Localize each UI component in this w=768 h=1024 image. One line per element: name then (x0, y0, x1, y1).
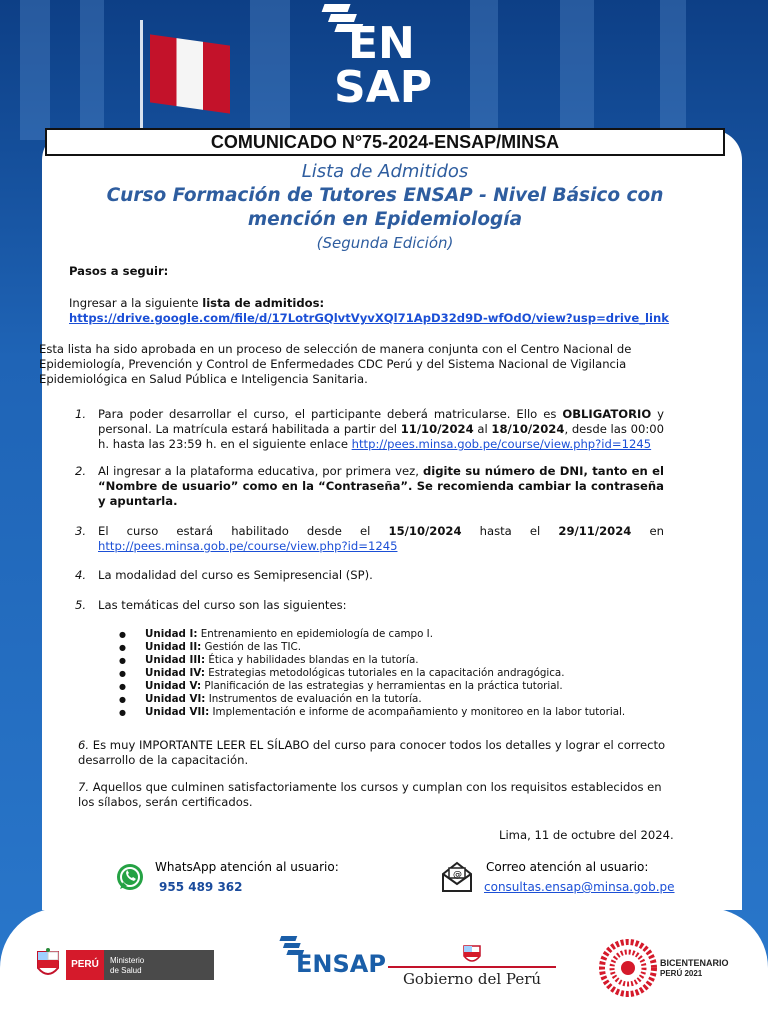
ensap-logo (318, 0, 450, 112)
course-name-line2: mención en Epidemiología (247, 209, 523, 230)
list-title: Lista de Admitidos (301, 161, 469, 182)
bicentenario-text: BICENTENARIO (660, 958, 729, 968)
admitted-list-link[interactable]: https://drive.google.com/file/d/17LotrGQlvtVyvXQl71ApD32d9D-wfOdO/view?usp=drive_link (69, 311, 669, 325)
course-heading (60, 160, 710, 254)
peru-label: PERÚ (66, 950, 104, 980)
unit-item: ● Unidad VII: Implementación e informe de acompañamiento y monitoreo en la labor tutorial. (119, 706, 679, 719)
gobierno-logo (388, 942, 556, 992)
svg-text:EN: EN (348, 18, 415, 69)
steps-title: Pasos a seguir: (69, 264, 169, 278)
note-7: 7. Aquellos que culminen satisfactoriamente los cursos y cumplan con los requisitos establecidos en los sílabos, serán certificados. (78, 780, 662, 809)
unit-item: ● Unidad I: Entrenamiento en epidemiología de campo I. (119, 628, 679, 641)
date-line: Lima, 11 de octubre del 2024. (499, 828, 674, 842)
edition: (Segunda Edición) (316, 234, 454, 252)
gobierno-text: Gobierno del Perú (402, 970, 542, 988)
ensap-footer-logo (278, 934, 386, 1000)
mail-icon (440, 860, 474, 894)
unit-item: ● Unidad V: Planificación de las estrategias y herramientas en la práctica tutorial. (119, 680, 679, 693)
unit-item: ● Unidad III: Ética y habilidades blandas en la tutoría. (119, 654, 679, 667)
svg-text:SAP: SAP (334, 62, 432, 113)
peru-flag (150, 34, 230, 113)
unit-item: ● Unidad IV: Estrategias metodológicas tutoriales en la capacitación andragógica. (119, 667, 679, 680)
bicentenario-year: PERÚ 2021 (660, 969, 703, 978)
bicentenario-logo (598, 938, 748, 1000)
unit-item: ● Unidad II: Gestión de las TIC. (119, 641, 679, 654)
units-list (119, 628, 679, 719)
announcement-title: COMUNICADO N°75-2024-ENSAP/MINSA (45, 128, 725, 156)
peru-shield-icon (34, 948, 62, 982)
whatsapp-icon (115, 862, 145, 892)
ministerio-box: Ministerio de Salud (104, 950, 214, 980)
admitted-paragraph: Ingresar a la siguiente lista de admitidos: https://drive.google.com/file/d/17LotrGQlvtVyvXQl71ApD32d9D-wfOdO/view?usp=drive_link (69, 296, 669, 325)
svg-text:ENSAP: ENSAP (296, 950, 386, 978)
minsa-logo (34, 946, 214, 984)
course-name-line1: Curso Formación de Tutores ENSAP - Nivel Básico con (106, 185, 664, 206)
approval-paragraph: Esta lista ha sido aprobada en un proceso de selección de manera conjunta con el Centro Nacional de Epidemiología, Prevención y Control de Enfermedades CDC Perú y del Sistema Nacional de Vigilancia Epidemiológica en Salud Pública e Inteligencia Sanitaria. (39, 342, 632, 386)
footer (0, 908, 768, 1024)
note-6: 6. Es muy IMPORTANTE LEER EL SÍLABO del curso para conocer todos los detalles y lograr el correcto desarrollo de la capacitación. (78, 738, 666, 767)
mail-address-link[interactable]: consultas.ensap@minsa.gob.pe (484, 880, 675, 894)
mail-label: Correo atención al usuario: (486, 860, 649, 874)
enrollment-link[interactable]: http://pees.minsa.gob.pe/course/view.php?id=1245 (351, 437, 652, 451)
svg-text:@: @ (453, 870, 462, 880)
unit-item: ● Unidad VI: Instrumentos de evaluación en la tutoría. (119, 693, 679, 706)
bicentenario-icon (598, 938, 658, 998)
coat-of-arms-icon (460, 942, 484, 966)
whatsapp-label: WhatsApp atención al usuario: (155, 860, 339, 874)
whatsapp-number[interactable]: 955 489 362 (159, 880, 243, 894)
platform-link[interactable]: http://pees.minsa.gob.pe/course/view.php?id=1245 (98, 539, 398, 553)
